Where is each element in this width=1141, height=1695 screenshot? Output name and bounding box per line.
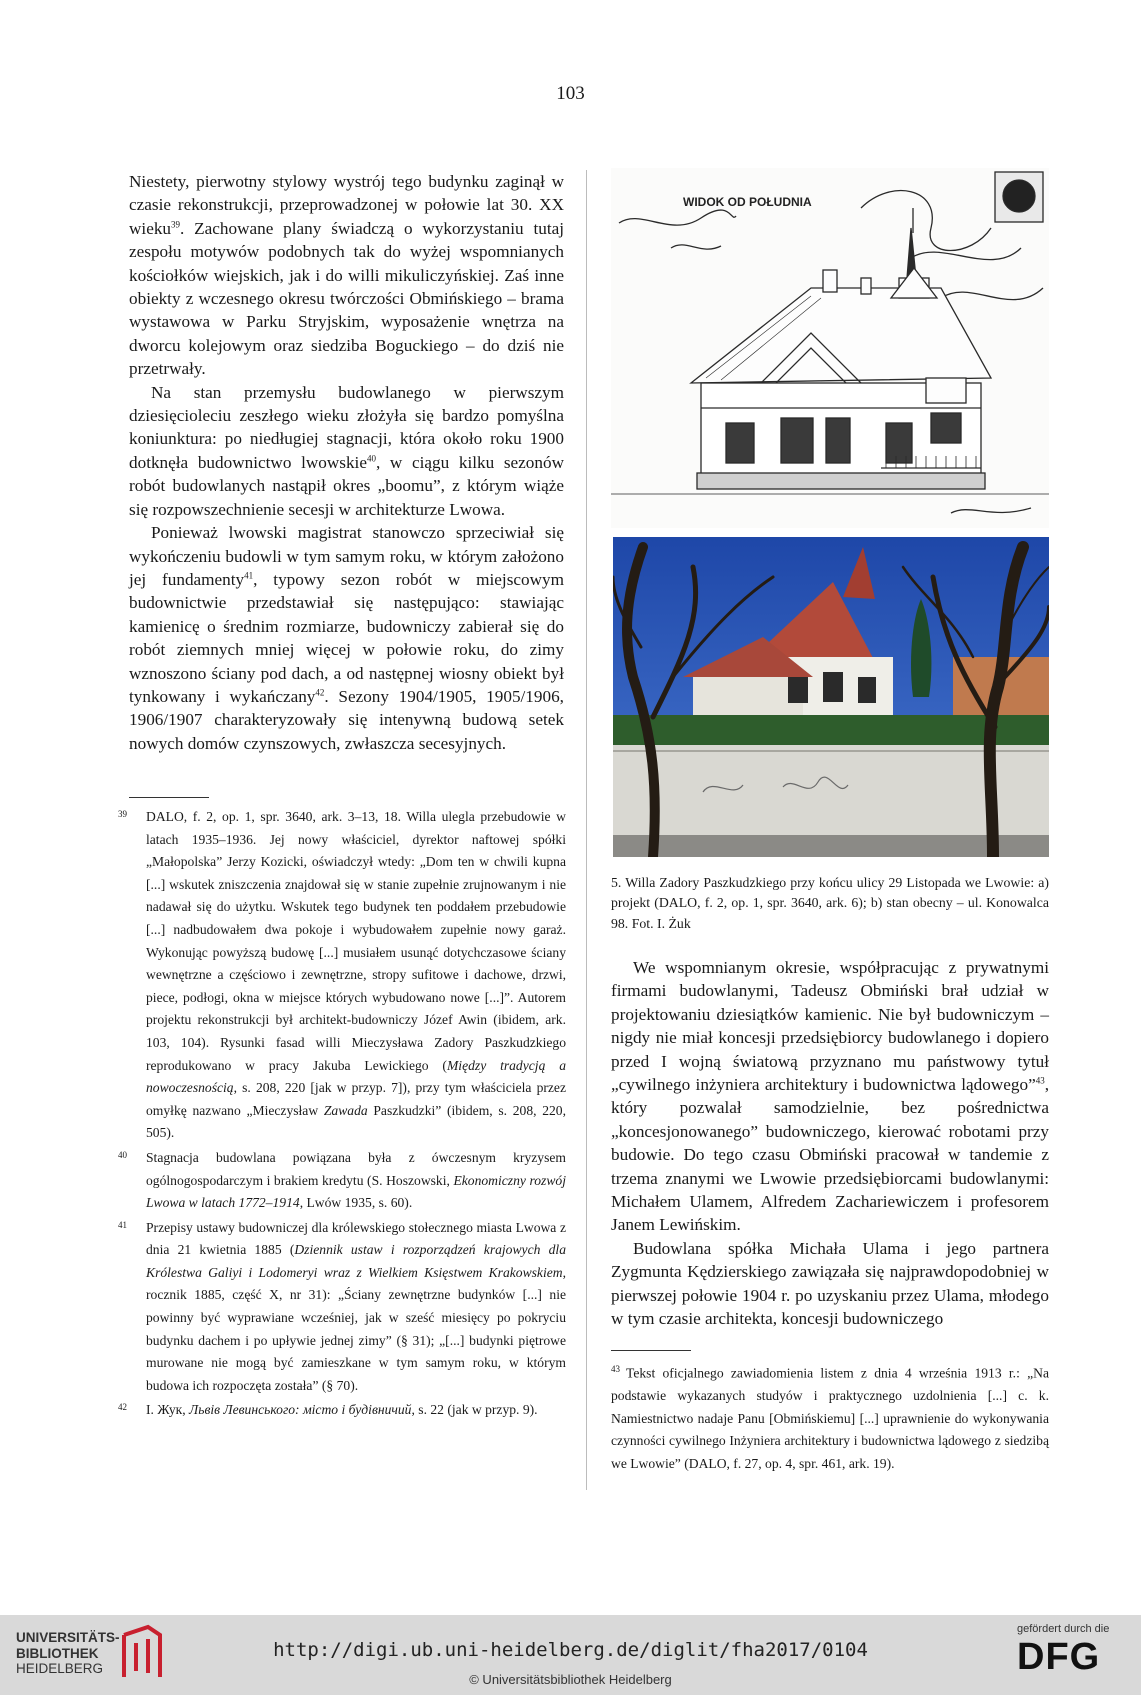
villa-photo-svg [613, 537, 1049, 857]
footnote-reference[interactable]: 42 [315, 687, 325, 698]
footnote-39 [118, 806, 566, 1145]
villa-drawing-svg [611, 168, 1049, 528]
villa-photo [613, 537, 1049, 857]
footnote-43 [611, 1358, 1049, 1476]
footnote-41 [118, 1217, 566, 1398]
italic-title: Zawada [323, 1102, 368, 1118]
body-paragraph: We wspomnianym okresie, współpracując z prywatnymi firmami budowlanymi, Tadeusz Obmiński brał udział w projektowaniu dziesiątków kamienic. Nie był budowniczym – nigdy nie miał koncesji przedsiębiorcy budowlanego i dopiero przed I wojną światową przyznano mu państwowy tytuł „cywilnego inżyniera architektury i budownictwa lądowego”$^{43}$, który pozwalał samodzielnie, bez pośrednictwa „koncesjonowanego” budowniczego, kierować robotami przy budowie. Do tego czasu Obmiński pracował w tandemie z trzema znanymi we Lwowie przedsiębiorcami budowlanymi: Michałem Ulamem, Alfredem Zachariewiczem i profesorem Janem Lewińskim. [611, 958, 1049, 1235]
copyright-notice: © Universitätsbibliothek Heidelberg [469, 1672, 672, 1687]
footnote-text: Przepisy ustawy budowniczej dla królewskiego stołecznego miasta Lwowa z dnia 21 kwietnia 1885 (Dziennik ustaw i rozporządzeń krajowych dla Królestwa Galiyi i Lodomeryi wraz z Wielkiem Księstwem Krakowskiem, rocznik 1885, część X, nr 31): „Ściany zewnętrzne budynków [...] nie powinny być wyprawiane wcześniej, jak w sześć miesięcy po pokryciu budynku dachem i po upływie jednej zimy” (§ 31); „[...] budynki piętrowe murowane nie mogą być zamieszkane w tym samym roku, w którym budowa ich rozpoczęta została” (§ 70). [146, 1219, 566, 1393]
footnote-number: 41 [118, 1219, 127, 1230]
drawing-title: WIDOK OD POŁUDNIA [683, 195, 812, 209]
dfg-logo[interactable] [1005, 1623, 1135, 1691]
funder-name: DFG [1017, 1636, 1101, 1678]
footnote-reference[interactable]: 41 [244, 570, 254, 581]
footnote-40 [118, 1147, 566, 1215]
body-paragraph: Ponieważ lwowski magistrat stanowczo sprzeciwiał się wykończeniu budowli w tym samym roku, w którym założono jej fundamenty$^{41}$, typowy sezon robót w miejscowym budownictwie przedstawiał się następująco: stawiając kamienicę o średnim rozmiarze, budowniczy zabierał się do robót ziemnych mniej więcej w połowie roku, do zimy wznoszono ściany pod dach, a od następnej wiosny obiekt był tynkowany i wykańczany$^{42}$. Sezony 1904/1905, 1905/1906, 1906/1907 charakteryzowały się intenywną budową setek nowych domów czynszowych, zwłaszcza secesyjnych. [129, 523, 564, 753]
left-column [129, 170, 564, 755]
footnote-number: 40 [118, 1149, 127, 1160]
funded-label: gefördert durch die [1017, 1623, 1110, 1635]
page-number: 103 [556, 83, 585, 104]
footnote-42 [118, 1399, 566, 1422]
footnotes-right [611, 1358, 1049, 1478]
body-paragraph: Budowlana spółka Michała Ulama i jego partnera Zygmunta Kędzierskiego zawiązała się najprawdopodobniej w pierwszej połowie 1904 r. po uzyskaniu przez Ulama, młodego w tym czasie architekta, koncesji budowniczego [611, 1238, 1049, 1329]
italic-title: Львів Левинського: місто і будівничий [189, 1402, 412, 1418]
right-column [611, 956, 1049, 1331]
library-name-line: UNIVERSITÄTS- [16, 1630, 120, 1645]
body-paragraph: Na stan przemysłu budowlanego w pierwszym dziesięcioleciu zeszłego wieku złożyła się bardzo pomyślna koniunktura: po niedługiej stagnacji, która około roku 1900 dotknęła budownictwo lwowskie$^{40}$, w ciągu kilku sezonów robót budowlanych nastąpił okres „boomu”, z którym wiąże się rozpowszechnienie secesji w architekturze Lwowa. [129, 382, 564, 519]
library-name-line: HEIDELBERG [16, 1661, 104, 1676]
footnote-number: 39 [118, 809, 127, 819]
footnote-text: Tekst oficjalnego zawiadomienia listem z dnia 4 września 1913 r.: „Na podstawie wykazanych studyów i praktycznego uzdolnienia [...] c. k. Namiestnictwo nadaje Panu [Obmińskiemu] [...] uprawnienie do wykonywania czynności cywilnego Inżyniera architektury i budownictwa lądowego z siedzibą we Lwowie” (DALO, f. 27, op. 4, spr. 461, ark. 19). [611, 1365, 1049, 1471]
footnote-reference[interactable]: 43 [1035, 1075, 1045, 1086]
footnote-rule [611, 1350, 691, 1351]
document-url-link[interactable]: http://digi.ub.uni-heidelberg.de/diglit/fha2017/0104 [273, 1639, 868, 1661]
italic-title: Dziennik ustaw i rozporządzeń krajowych dla Królestwa Galiyi i Lodomeryi wraz z Wielkiem Księstwem Krakowskiem [146, 1242, 566, 1280]
footnote-number: 43 [611, 1364, 620, 1374]
footnote-rule [129, 797, 209, 798]
figure-caption: 5. Willa Zadory Paszkudzkiego przy końcu ulicy 29 Listopada we Lwowie: a) projekt (DALO, f. 2, op. 1, spr. 3640, ark. 6); b) stan obecny – ul. Konowalca 98. Fot. I. Żuk [611, 875, 1049, 931]
footnote-text: І. Жук, Львів Левинського: місто і будівничий, s. 22 (jak w przyp. 9). [146, 1402, 538, 1418]
villa-drawing [611, 168, 1049, 528]
column-divider [586, 170, 587, 1490]
italic-title: Ekonomiczny rozwój Lwowa w latach 1772–1914 [146, 1172, 566, 1211]
library-name-line: BIBLIOTHEK [16, 1645, 99, 1661]
footnote-text: DALO, f. 2, op. 1, spr. 3640, ark. 3–13, 18. Willa ulegla przebudowie w latach 1935–1936. Jej nowy właściciel, dyrektor naftowej spółki „Małopolska” Jerzy Kozicki, oświadczył wtedy: „Dom ten w chwili kupna [...] wskutek zniszczenia znajdował się w stanie zupełnie zrujnowanym i nie nadawał się do użytku. Wskutek tego budynek ten poddałem przebudowie [...] nadbudowałem dwa pokoje i wybudowałem zupełnie nowy garaż. Wykonując powyższą budowę [...] musiałem usunąć dotychczasowe ściany wewnętrzne a częściowo i zewnętrzne, stropy sufitowe i dachowe, drzwi, piece, podłogi, okna w miejsce których wybudowano nowe [...]”. Autorem projektu rekonstrukcji był architekt-budowniczy Józef Awin (ibidem, ark. 103, 104). Rysunki fasad willi Mieczysława Zadory Paszkudzkiego reprodukowano w pracy Jakuba Lewickiego (Między tradycją a nowoczesnością, s. 208, 220 [jak w przyp. 7]), przy tym właściciela przez omyłkę nazwano „Mieczysław Zawada Paszkudzki” (ibidem, s. 208, 220, 505). [146, 809, 567, 1141]
footnotes-left [118, 806, 566, 1424]
footnote-number: 42 [118, 1402, 127, 1413]
body-paragraph: Niestety, pierwotny stylowy wystrój tego budynku zaginął w czasie rekonstrukcji, przeprowadzonej w połowie lat 30. XX wieku$^{39}$. Zachowane plany świadczą o wykorzystaniu tutaj zespołu motywów podobnych tak do wyżej wspomnianych kościołków wiejskich, jak i do willi mikuliczyńskiej. Zaś inne obiekty z wczesnego okresu twórczości Obmińskiego – brama wystawowa w Parku Stryjskim, wyposażenie wnętrza na dworcu kolejowym oraz siedziba Boguckiego – do dziś nie przetrwały. [129, 172, 564, 379]
footnote-text: Stagnacja budowlana powiązana była z ówczesnym kryzysem ogólnogospodarczym i brakiem kredytu (S. Hoszowski, Ekonomiczny rozwój Lwowa w latach 1772–1914, Lwów 1935, s. 60). [146, 1149, 566, 1211]
italic-title: Między tradycją a nowoczesnością [146, 1057, 567, 1096]
footnote-reference[interactable]: 40 [366, 453, 376, 464]
footer-bar [0, 1615, 1141, 1695]
footnote-reference[interactable]: 39 [171, 219, 181, 230]
